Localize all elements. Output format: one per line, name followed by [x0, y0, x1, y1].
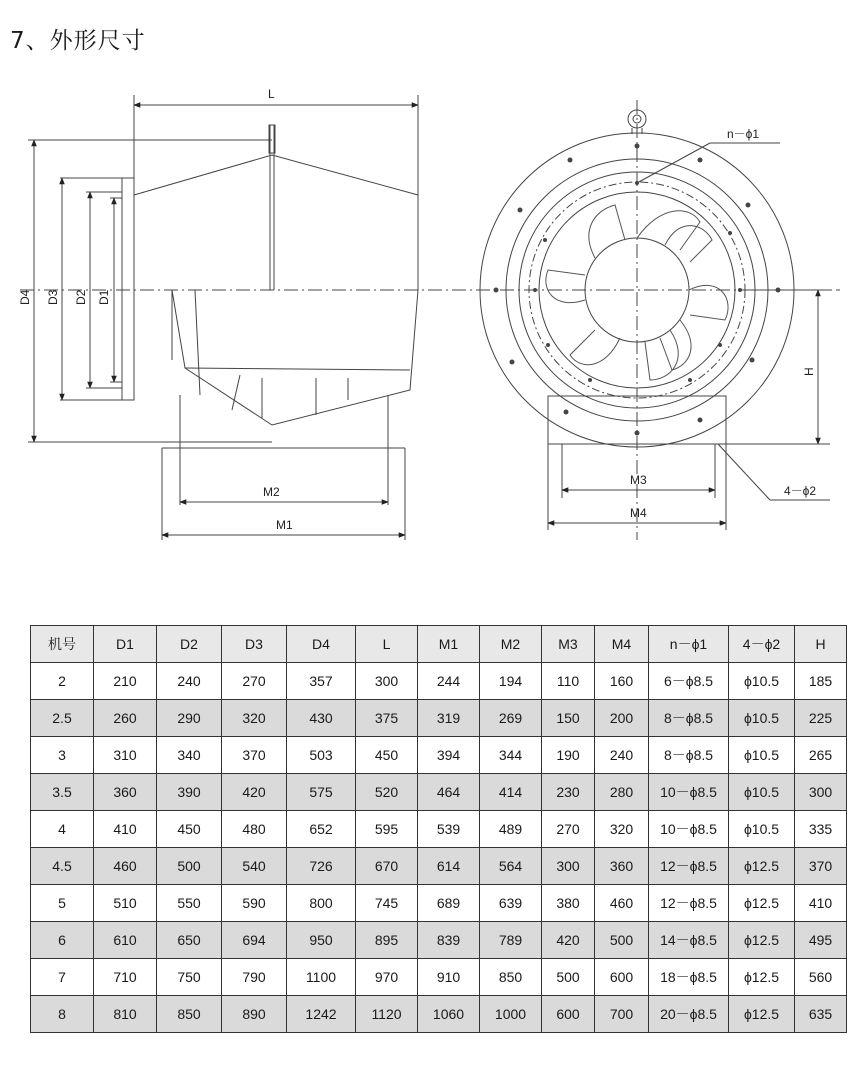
table-cell: 520: [356, 774, 418, 811]
table-cell: 6: [31, 922, 94, 959]
dimension-table: [30, 625, 847, 1033]
front-view: [480, 100, 830, 540]
table-cell: 910: [418, 959, 480, 996]
table-cell: 564: [480, 848, 542, 885]
table-cell: 500: [542, 959, 595, 996]
table-row: [31, 774, 847, 811]
table-row: [31, 700, 847, 737]
label-4-phi2: 4－ϕ2: [784, 484, 817, 498]
table-cell: 270: [222, 663, 287, 700]
table-cell: 8: [31, 996, 94, 1033]
table-cell: 320: [595, 811, 649, 848]
table-cell: 270: [542, 811, 595, 848]
table-cell: 7: [31, 959, 94, 996]
table-cell: 319: [418, 700, 480, 737]
table-cell: 420: [222, 774, 287, 811]
table-row: [31, 885, 847, 922]
column-header: 机号: [31, 626, 94, 663]
table-cell: 489: [480, 811, 542, 848]
table-cell: 652: [287, 811, 356, 848]
table-cell: 460: [94, 848, 157, 885]
table-cell: 495: [795, 922, 847, 959]
table-cell: 710: [94, 959, 157, 996]
table-cell: 210: [94, 663, 157, 700]
column-header: L: [356, 626, 418, 663]
table-cell: 614: [418, 848, 480, 885]
column-header: D1: [94, 626, 157, 663]
table-cell: 260: [94, 700, 157, 737]
table-cell: 12－ϕ8.5: [649, 848, 729, 885]
table-cell: 240: [595, 737, 649, 774]
section-title: 7、外形尺寸: [10, 28, 146, 54]
table-cell: 225: [795, 700, 847, 737]
table-cell: 635: [795, 996, 847, 1033]
table-cell: 600: [595, 959, 649, 996]
table-cell: 689: [418, 885, 480, 922]
table-cell: 750: [157, 959, 222, 996]
table-cell: 244: [418, 663, 480, 700]
table-cell: 789: [480, 922, 542, 959]
table-cell: 950: [287, 922, 356, 959]
column-header: D3: [222, 626, 287, 663]
table-cell: 190: [542, 737, 595, 774]
table-cell: 360: [595, 848, 649, 885]
label-H: H: [802, 367, 816, 376]
table-row: [31, 996, 847, 1033]
table-cell: 639: [480, 885, 542, 922]
table-cell: ϕ10.5: [729, 811, 795, 848]
table-cell: 10－ϕ8.5: [649, 811, 729, 848]
table-cell: 1060: [418, 996, 480, 1033]
label-D4: D4: [18, 289, 32, 305]
table-cell: 185: [795, 663, 847, 700]
label-M1: M1: [276, 518, 293, 532]
table-cell: 340: [157, 737, 222, 774]
table-row: [31, 848, 847, 885]
label-D1: D1: [97, 289, 111, 305]
table-cell: 410: [795, 885, 847, 922]
table-cell: 745: [356, 885, 418, 922]
dimension-drawing: [0, 80, 850, 550]
table-cell: 269: [480, 700, 542, 737]
table-row: [31, 959, 847, 996]
table-cell: 790: [222, 959, 287, 996]
table-cell: 1000: [480, 996, 542, 1033]
table-cell: 420: [542, 922, 595, 959]
column-header: H: [795, 626, 847, 663]
column-header: n－ϕ1: [649, 626, 729, 663]
table-cell: 700: [595, 996, 649, 1033]
table-cell: 610: [94, 922, 157, 959]
table-cell: 410: [94, 811, 157, 848]
table-cell: 394: [418, 737, 480, 774]
table-cell: 810: [94, 996, 157, 1033]
table-cell: 500: [595, 922, 649, 959]
table-cell: 280: [595, 774, 649, 811]
label-D2: D2: [74, 289, 88, 305]
table-cell: 360: [94, 774, 157, 811]
table-cell: 4.5: [31, 848, 94, 885]
table-cell: 3.5: [31, 774, 94, 811]
table-cell: 344: [480, 737, 542, 774]
column-header: D4: [287, 626, 356, 663]
table-cell: 464: [418, 774, 480, 811]
column-header: M3: [542, 626, 595, 663]
table-cell: 194: [480, 663, 542, 700]
label-L: L: [268, 87, 275, 101]
table-cell: 370: [795, 848, 847, 885]
table-cell: 335: [795, 811, 847, 848]
table-cell: 300: [542, 848, 595, 885]
table-cell: 200: [595, 700, 649, 737]
table-cell: 14－ϕ8.5: [649, 922, 729, 959]
table-cell: 390: [157, 774, 222, 811]
table-cell: 375: [356, 700, 418, 737]
table-cell: ϕ12.5: [729, 885, 795, 922]
table-header-row: [31, 626, 847, 663]
table-cell: 320: [222, 700, 287, 737]
table-cell: 290: [157, 700, 222, 737]
table-cell: 2.5: [31, 700, 94, 737]
table-cell: 380: [542, 885, 595, 922]
table-cell: ϕ10.5: [729, 737, 795, 774]
table-cell: 20－ϕ8.5: [649, 996, 729, 1033]
table-cell: 414: [480, 774, 542, 811]
table-cell: 10－ϕ8.5: [649, 774, 729, 811]
table-row: [31, 737, 847, 774]
table-cell: 6－ϕ8.5: [649, 663, 729, 700]
table-cell: 110: [542, 663, 595, 700]
table-cell: 2: [31, 663, 94, 700]
table-cell: ϕ12.5: [729, 922, 795, 959]
table-cell: 895: [356, 922, 418, 959]
table-cell: 850: [157, 996, 222, 1033]
table-cell: 4: [31, 811, 94, 848]
table-cell: 1242: [287, 996, 356, 1033]
table-row: [31, 663, 847, 700]
table-cell: 503: [287, 737, 356, 774]
table-cell: 370: [222, 737, 287, 774]
table-cell: 265: [795, 737, 847, 774]
table-cell: 600: [542, 996, 595, 1033]
table-cell: 300: [356, 663, 418, 700]
table-cell: 300: [795, 774, 847, 811]
table-cell: 590: [222, 885, 287, 922]
table-cell: ϕ10.5: [729, 663, 795, 700]
table-cell: 650: [157, 922, 222, 959]
label-M3: M3: [630, 473, 647, 487]
table-cell: 5: [31, 885, 94, 922]
table-cell: 3: [31, 737, 94, 774]
table-cell: 595: [356, 811, 418, 848]
table-cell: ϕ12.5: [729, 959, 795, 996]
table-row: [31, 811, 847, 848]
table-cell: ϕ12.5: [729, 848, 795, 885]
table-cell: 450: [157, 811, 222, 848]
table-cell: 890: [222, 996, 287, 1033]
label-D3: D3: [46, 289, 60, 305]
table-cell: 480: [222, 811, 287, 848]
table-cell: 575: [287, 774, 356, 811]
table-cell: 510: [94, 885, 157, 922]
table-cell: ϕ12.5: [729, 996, 795, 1033]
table-cell: 8－ϕ8.5: [649, 737, 729, 774]
column-header: D2: [157, 626, 222, 663]
table-cell: 500: [157, 848, 222, 885]
table-cell: 540: [222, 848, 287, 885]
table-cell: ϕ10.5: [729, 774, 795, 811]
table-cell: 160: [595, 663, 649, 700]
table-cell: 12－ϕ8.5: [649, 885, 729, 922]
label-M2: M2: [263, 485, 280, 499]
table-cell: 357: [287, 663, 356, 700]
side-view: [20, 95, 840, 540]
label-n-phi1: n－ϕ1: [727, 127, 760, 141]
table-cell: 970: [356, 959, 418, 996]
table-cell: 460: [595, 885, 649, 922]
table-row: [31, 922, 847, 959]
table-cell: 8－ϕ8.5: [649, 700, 729, 737]
table-cell: 694: [222, 922, 287, 959]
table-cell: 1120: [356, 996, 418, 1033]
column-header: M4: [595, 626, 649, 663]
table-cell: 310: [94, 737, 157, 774]
label-M4: M4: [630, 506, 647, 520]
table-cell: ϕ10.5: [729, 700, 795, 737]
table-cell: 450: [356, 737, 418, 774]
table-cell: 839: [418, 922, 480, 959]
table-cell: 550: [157, 885, 222, 922]
table-cell: 850: [480, 959, 542, 996]
table-cell: 539: [418, 811, 480, 848]
table-cell: 726: [287, 848, 356, 885]
column-header: 4－ϕ2: [729, 626, 795, 663]
column-header: M2: [480, 626, 542, 663]
table-cell: 1100: [287, 959, 356, 996]
table-cell: 230: [542, 774, 595, 811]
table-cell: 18－ϕ8.5: [649, 959, 729, 996]
table-cell: 430: [287, 700, 356, 737]
table-cell: 800: [287, 885, 356, 922]
table-cell: 150: [542, 700, 595, 737]
column-header: M1: [418, 626, 480, 663]
table-cell: 560: [795, 959, 847, 996]
table-cell: 240: [157, 663, 222, 700]
table-cell: 670: [356, 848, 418, 885]
